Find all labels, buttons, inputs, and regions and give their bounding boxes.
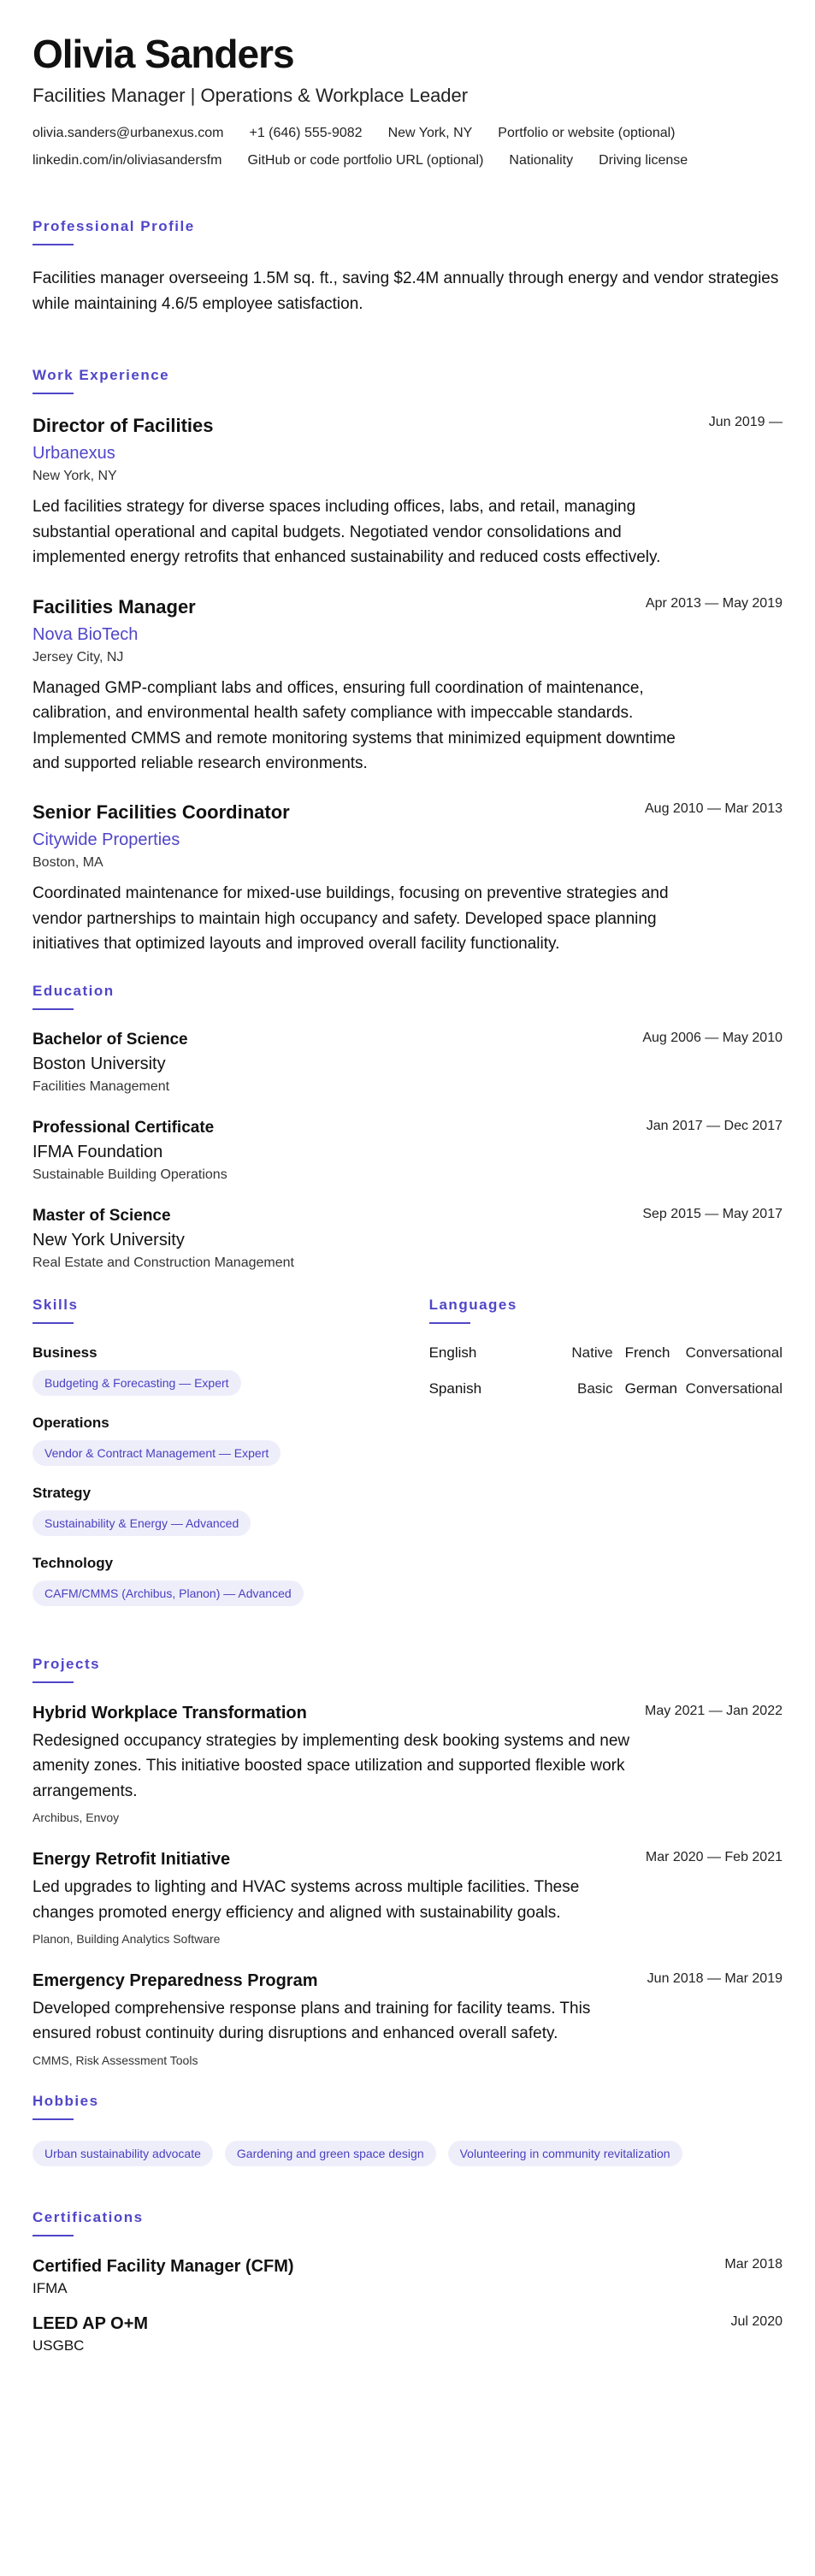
skill-category: Business bbox=[32, 1344, 97, 1361]
section-divider bbox=[429, 1322, 470, 1324]
section-title: Hobbies bbox=[32, 2092, 99, 2109]
project-description: Led upgrades to lighting and HVAC systems across multiple facilities. These changes promoted energy efficiency and aligned with sustainability goals. bbox=[32, 1878, 580, 1922]
certification-name: Certified Facility Manager (CFM) bbox=[32, 2256, 294, 2276]
contact-info-secondary bbox=[32, 153, 783, 168]
education-degree: Professional Certificate bbox=[32, 1118, 215, 1137]
education-entry bbox=[32, 1119, 783, 1183]
job-dates: Jun 2019 — bbox=[708, 415, 783, 430]
contact-nationality: Nationality bbox=[509, 152, 574, 168]
language-level: Basic bbox=[577, 1380, 613, 1397]
skill-pill: CAFM/CMMS (Archibus, Planon) — Advanced bbox=[32, 1580, 304, 1606]
education-section bbox=[32, 983, 783, 1271]
job-title: Facilities Manager bbox=[32, 595, 196, 617]
section-title: Skills bbox=[32, 1296, 79, 1313]
certification-entry bbox=[32, 2314, 783, 2354]
skill-category: Technology bbox=[32, 1554, 114, 1571]
project-description: Redesigned occupancy strategies by implementing desk booking systems and new amenity zones. This initiative boosted space utilization and supported flexible work arrangements. bbox=[32, 1731, 630, 1800]
skill-pill: Vendor & Contract Management — Expert bbox=[32, 1440, 281, 1466]
project-dates: Jun 2018 — Mar 2019 bbox=[647, 1970, 783, 1986]
project-tools: CMMS, Risk Assessment Tools bbox=[32, 2053, 198, 2067]
certification-date: Jul 2020 bbox=[730, 2313, 783, 2329]
candidate-name: Olivia Sanders bbox=[32, 32, 294, 76]
education-field: Facilities Management bbox=[32, 1078, 170, 1094]
education-dates: Sep 2015 — May 2017 bbox=[642, 1206, 783, 1221]
profile-section bbox=[32, 218, 783, 318]
contact-portfolio[interactable]: Portfolio or website (optional) bbox=[498, 125, 676, 140]
job-description: Coordinated maintenance for mixed-use buildings, focusing on preventive strategies and vendor partnerships to maintain high occupancy and safety. Developed space planning initiatives that optimized layouts and improved overall facility functionality. bbox=[32, 884, 669, 954]
project-title: Energy Retrofit Initiative bbox=[32, 1850, 231, 1870]
skill-pill: Budgeting & Forecasting — Expert bbox=[32, 1370, 241, 1396]
job-company: Citywide Properties bbox=[32, 830, 180, 850]
job-company: Nova BioTech bbox=[32, 624, 139, 644]
skill-group bbox=[32, 1485, 429, 1555]
certification-entry bbox=[32, 2257, 783, 2297]
hobbies-section bbox=[32, 2093, 783, 2166]
project-tools: Archibus, Envoy bbox=[32, 1811, 120, 1825]
skill-pill: Sustainability & Energy — Advanced bbox=[32, 1510, 251, 1536]
hobbies-list bbox=[32, 2141, 783, 2166]
language-level: Conversational bbox=[685, 1344, 783, 1361]
section-divider bbox=[32, 1008, 74, 1010]
education-dates: Aug 2006 — May 2010 bbox=[642, 1030, 783, 1045]
language-name: English bbox=[428, 1344, 477, 1361]
contact-email[interactable]: olivia.sanders@urbanexus.com bbox=[32, 125, 224, 140]
section-title: Education bbox=[32, 982, 115, 999]
job-dates: Aug 2010 — Mar 2013 bbox=[645, 801, 783, 817]
education-degree: Master of Science bbox=[32, 1206, 171, 1225]
project-description: Developed comprehensive response plans and training for facility teams. This ensured robust continuity during disruptions and enhanced overall safety. bbox=[32, 1999, 591, 2043]
certification-issuer: USGBC bbox=[32, 2337, 85, 2354]
job-title: Director of Facilities bbox=[32, 415, 214, 437]
education-field: Sustainable Building Operations bbox=[32, 1167, 227, 1182]
section-title: Projects bbox=[32, 1655, 101, 1672]
contact-phone[interactable]: +1 (646) 555-9082 bbox=[249, 125, 363, 140]
certification-date: Mar 2018 bbox=[724, 2256, 783, 2272]
projects-section bbox=[32, 1656, 783, 2067]
project-title: Emergency Preparedness Program bbox=[32, 1970, 318, 1990]
certification-issuer: IFMA bbox=[32, 2279, 68, 2296]
section-title: Work Experience bbox=[32, 367, 170, 384]
contact-github[interactable]: GitHub or code portfolio URL (optional) bbox=[247, 152, 484, 168]
language-name: German bbox=[624, 1380, 678, 1397]
skills-languages-row bbox=[32, 1297, 783, 1625]
contact-driving-license: Driving license bbox=[599, 152, 688, 168]
headline: Facilities Manager | Operations & Workplace Leader bbox=[32, 84, 469, 106]
project-entry bbox=[32, 1704, 783, 1824]
skill-category: Strategy bbox=[32, 1484, 92, 1501]
certifications-section bbox=[32, 2209, 783, 2354]
education-degree: Bachelor of Science bbox=[32, 1030, 188, 1049]
project-entry bbox=[32, 1850, 783, 1946]
job-description: Led facilities strategy for diverse spaces including offices, labs, and retail, managing substantial operational and capital budgets. Negotiated vendor consolidations and implemented energy retrofits that enhanced sustainability and reduced costs effectively. bbox=[32, 498, 661, 567]
skill-group bbox=[32, 1415, 429, 1485]
experience-section bbox=[32, 367, 783, 956]
job-entry bbox=[32, 596, 783, 777]
project-entry bbox=[32, 1971, 783, 2067]
hobby-pill: Volunteering in community revitalization bbox=[448, 2141, 682, 2166]
education-school: New York University bbox=[32, 1230, 185, 1250]
section-divider bbox=[32, 393, 74, 394]
education-field: Real Estate and Construction Management bbox=[32, 1255, 294, 1270]
job-location: New York, NY bbox=[32, 469, 117, 484]
section-title: Languages bbox=[428, 1296, 517, 1313]
education-entry bbox=[32, 1031, 783, 1095]
job-dates: Apr 2013 — May 2019 bbox=[645, 595, 783, 611]
education-school: Boston University bbox=[32, 1054, 166, 1073]
section-title: Professional Profile bbox=[32, 217, 195, 234]
project-title: Hybrid Workplace Transformation bbox=[32, 1703, 307, 1722]
section-divider bbox=[32, 1322, 74, 1324]
job-entry bbox=[32, 415, 783, 570]
certification-name: LEED AP O+M bbox=[32, 2313, 149, 2333]
skill-group bbox=[32, 1555, 429, 1625]
hobby-pill: Urban sustainability advocate bbox=[32, 2141, 213, 2166]
section-title: Certifications bbox=[32, 2208, 144, 2225]
section-divider bbox=[32, 1681, 74, 1683]
languages-list bbox=[429, 1344, 783, 1397]
job-location: Boston, MA bbox=[32, 855, 103, 871]
language-name: French bbox=[624, 1344, 670, 1361]
section-divider bbox=[32, 244, 74, 245]
contact-info bbox=[32, 126, 783, 141]
section-divider bbox=[32, 2235, 74, 2236]
skills-section bbox=[32, 1297, 429, 1625]
education-entry bbox=[32, 1207, 783, 1271]
contact-linkedin[interactable]: linkedin.com/in/oliviasandersfm bbox=[32, 152, 222, 168]
project-tools: Planon, Building Analytics Software bbox=[32, 1931, 221, 1946]
hobby-pill: Gardening and green space design bbox=[225, 2141, 436, 2166]
languages-section bbox=[429, 1297, 783, 1625]
language-level: Conversational bbox=[685, 1380, 783, 1397]
education-school: IFMA Foundation bbox=[32, 1142, 163, 1161]
project-dates: Mar 2020 — Feb 2021 bbox=[645, 1850, 783, 1865]
skill-category: Operations bbox=[32, 1414, 109, 1431]
job-company: Urbanexus bbox=[32, 444, 115, 464]
job-description: Managed GMP-compliant labs and offices, ensuring full coordination of maintenance, calibration, and environmental health safety compliance with impeccable standards. Implemented CMMS and remote monitoring systems that minimized equipment downtime and supported reliable research environments. bbox=[32, 678, 676, 772]
education-dates: Jan 2017 — Dec 2017 bbox=[646, 1118, 783, 1133]
job-location: Jersey City, NJ bbox=[32, 649, 124, 665]
job-title: Senior Facilities Coordinator bbox=[32, 801, 290, 824]
language-level: Native bbox=[571, 1344, 613, 1361]
job-entry bbox=[32, 801, 783, 956]
skill-group bbox=[32, 1344, 429, 1415]
contact-location: New York, NY bbox=[387, 125, 473, 140]
profile-text: Facilities manager overseeing 1.5M sq. ft., saving $2.4M annually through energy and vendor strategies while maintaining 4.6/5 employee satisfaction. bbox=[32, 269, 779, 313]
section-divider bbox=[32, 2118, 74, 2120]
language-name: Spanish bbox=[428, 1380, 482, 1397]
project-dates: May 2021 — Jan 2022 bbox=[645, 1703, 783, 1718]
